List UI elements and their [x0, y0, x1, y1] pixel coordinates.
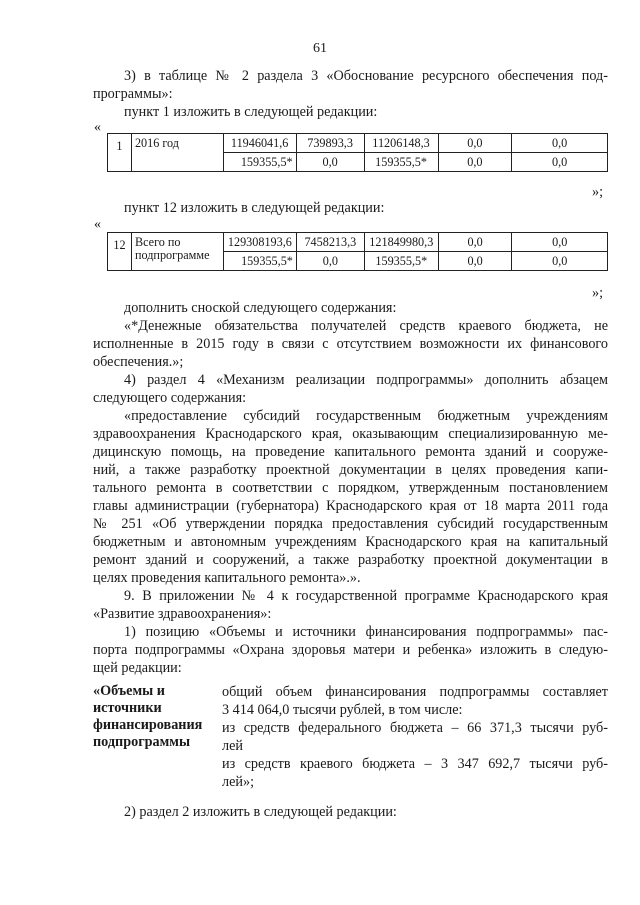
table-cell: 11206148,3	[364, 134, 438, 153]
table-cell-name: Всего по подпрограмме	[131, 233, 223, 271]
text-line: исполненные в 2015 году в связи с отсутствием возможности их финансового	[93, 336, 608, 352]
text-line: порта подпрограммы «Охрана здоровья матери и ребенка» изложить в следую-	[93, 642, 608, 658]
text-line: 9. В приложении № 4 к государственной программе Краснодарского края	[124, 588, 608, 604]
funding-table-row-12	[107, 232, 608, 271]
table-cell: 7458213,3	[296, 233, 364, 252]
passport-label	[93, 683, 202, 751]
text-line: 2) раздел 2 изложить в следующей редакции:	[124, 804, 397, 820]
table-cell: 0,0	[438, 153, 512, 172]
text-line: здравоохранения Краснодарского края, оказывающим специализированную ме-	[93, 426, 608, 442]
table-cell: 0,0	[438, 134, 512, 153]
table-cell: 0,0	[512, 134, 608, 153]
text-line: целях проведения капитального ремонта».».	[93, 570, 361, 586]
text-line: 1) позицию «Объемы и источники финансирования подпрограммы» пас-	[124, 624, 608, 640]
text-line: 4) раздел 4 «Механизм реализации подпрограммы» дополнить абзацем	[124, 372, 608, 388]
open-quote: «	[94, 217, 101, 232]
passport-value-line: лей	[222, 738, 243, 754]
open-quote: «	[94, 120, 101, 135]
text-line: «*Денежные обязательства получателей средств краевого бюджета, не	[124, 318, 608, 334]
table-cell: 739893,3	[296, 134, 364, 153]
text-line: «предоставление субсидий государственным бюджетным учреждениям	[124, 408, 608, 424]
close-quote: »;	[592, 184, 604, 200]
funding-table-row-1	[107, 133, 608, 172]
text-line: обеспечения.»;	[93, 354, 184, 370]
text-line: пункт 12 изложить в следующей редакции:	[124, 200, 385, 216]
text-line: щей редакции:	[93, 660, 182, 676]
table-cell-number: 1	[108, 134, 132, 172]
table-cell-number: 12	[108, 233, 132, 271]
text-line: дицинскую помощь, на проведение капитального ремонта зданий и сооруже-	[93, 444, 608, 460]
passport-value-line: общий объем финансирования подпрограммы составляет	[222, 684, 608, 700]
text-line: дополнить сноской следующего содержания:	[124, 300, 397, 316]
table-cell: 0,0	[512, 233, 608, 252]
text-line: бюджетным и автономным учреждениям Краснодарского края на капитальный	[93, 534, 608, 550]
passport-label-line: финансирования	[93, 717, 203, 733]
passport-label-line: подпрограммы	[93, 734, 191, 750]
text-line: ний, а также разработку проектной документации в целях проведения капи-	[93, 462, 608, 478]
text-line: следующего содержания:	[93, 390, 247, 406]
table-cell: 159355,5*	[223, 153, 296, 172]
passport-label-line: «Объемы и	[93, 683, 165, 699]
table-cell: 0,0	[296, 153, 364, 172]
table-cell: 0,0	[438, 252, 512, 271]
page-number: 61	[313, 41, 327, 56]
table-cell: 159355,5*	[223, 252, 296, 271]
text-line: № 251 «Об утверждении порядка предоставления субсидий государственным	[93, 516, 608, 532]
text-line: программы»:	[93, 86, 173, 102]
table-cell: 11946041,6	[223, 134, 296, 153]
table-cell: 129308193,6	[223, 233, 296, 252]
table-cell: 159355,5*	[364, 153, 438, 172]
text-line: главы администрации (губернатора) Краснодарского края от 18 марта 2011 года	[93, 498, 608, 514]
passport-value-line: лей»;	[222, 774, 255, 790]
text-line: 3) в таблице № 2 раздела 3 «Обоснование ресурсного обеспечения под-	[124, 68, 608, 84]
passport-value-line: из средств федерального бюджета – 66 371,3 тысячи руб-	[222, 720, 608, 736]
table-cell: 121849980,3	[364, 233, 438, 252]
table-cell: 0,0	[296, 252, 364, 271]
text-line: ремонт зданий и сооружений, а также разработку проектной документации в	[93, 552, 608, 568]
passport-value-line: 3 414 064,0 тысячи рублей, в том числе:	[222, 702, 463, 718]
text-line: пункт 1 изложить в следующей редакции:	[124, 104, 378, 120]
table-cell: 159355,5*	[364, 252, 438, 271]
paragraph-item-3	[124, 67, 608, 85]
passport-value-line: из средств краевого бюджета – 3 347 692,7 тысячи руб-	[222, 756, 608, 772]
close-quote: »;	[592, 285, 604, 301]
text-line: «Развитие здравоохранения»:	[93, 606, 272, 622]
table-cell: 0,0	[438, 233, 512, 252]
table-cell: 0,0	[512, 153, 608, 172]
passport-label-line: источники	[93, 700, 162, 716]
table-cell-name: 2016 год	[131, 134, 223, 172]
text-line: тального ремонта в соответствии с порядком, утвержденным постановлением	[93, 480, 608, 496]
table-cell: 0,0	[512, 252, 608, 271]
